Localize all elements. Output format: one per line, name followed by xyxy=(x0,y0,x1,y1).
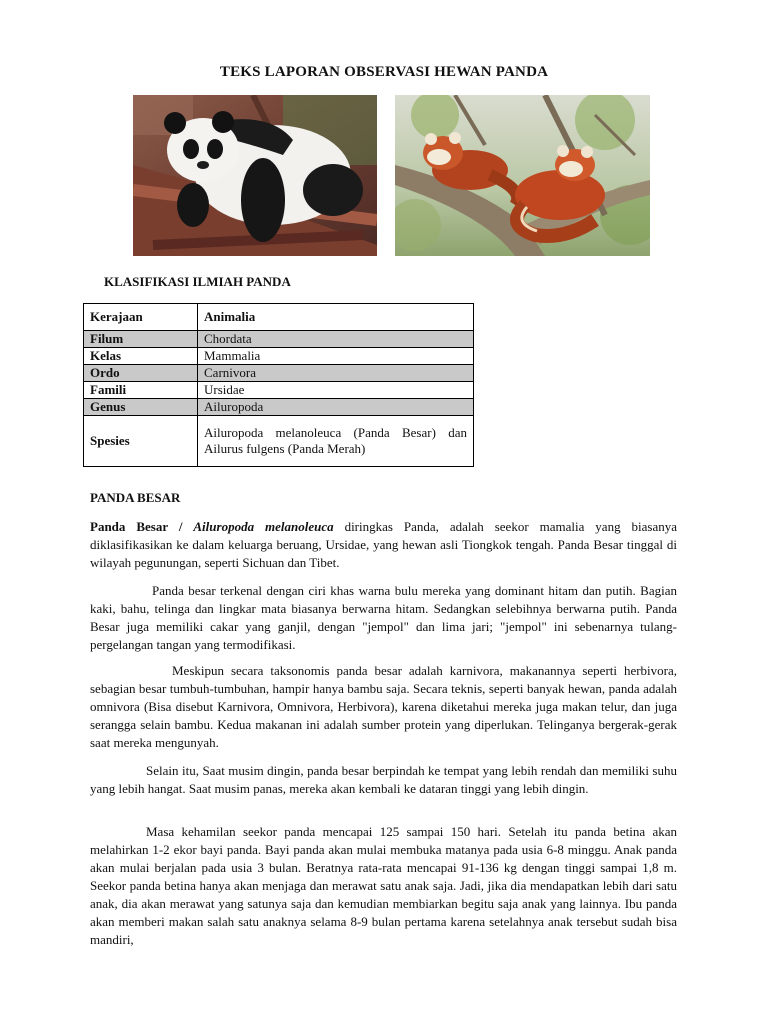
table-cell-key: Filum xyxy=(84,331,198,348)
paragraph-migration: Selain itu, Saat musim dingin, panda besar berpindah ke tempat yang lebih rendah dan memiliki suhu yang lebih hangat. Saat musim panas, mereka akan kembali ke dataran tinggi yang lebih dingin. xyxy=(90,763,677,796)
paragraph-diet: Meskipun secara taksonomis panda besar adalah karnivora, makanannya seperti herbivora, sebagian besar tumbuh-tumbuhan, hampir hanya bambu saja. Secara teknis, seperti banyak hewan, panda adalah omnivora (Bisa disebut Karnivora, Omnivora, Herbivora), karena diketahui mereka juga makan telur, dan juga serangga selain bambu. Kedua makanan ini adalah sumber protein yang diperlukan. Telinganya bergerak-gerak saat mereka mengunyah. xyxy=(90,663,677,750)
panda-besar-name: Panda Besar / xyxy=(90,519,194,534)
table-row xyxy=(84,416,474,467)
table-row xyxy=(84,304,474,331)
table-row xyxy=(84,399,474,416)
panda-besar-heading: PANDA BESAR xyxy=(90,490,181,505)
table-row xyxy=(84,382,474,399)
table-cell-key: Genus xyxy=(84,399,198,416)
table-cell-value: Mammalia xyxy=(198,348,474,365)
table-cell-value: Chordata xyxy=(198,331,474,348)
red-panda-illustration xyxy=(395,95,650,256)
table-cell-value: Ailuropoda melanoleuca (Panda Besar) dan Ailurus fulgens (Panda Merah) xyxy=(198,416,474,467)
giant-panda-illustration xyxy=(133,95,377,256)
paragraph-intro xyxy=(90,518,677,572)
table-cell-key: Spesies xyxy=(84,416,198,467)
paragraph-reproduction: Masa kehamilan seekor panda mencapai 125 sampai 150 hari. Setelah itu panda betina akan melahirkan 1-2 ekor bayi panda. Bayi panda akan mulai membuka matanya pada usia 6-8 minggu. Anak panda akan mulai berjalan pada usia 3 bulan. Beratnya rata-rata mencapai 91-136 kg dengan tinggi sampai 1,8 m. Seekor panda betina hanya akan menjaga dan merawat satu anak saja. Jadi, jika dia mendapatkan lebih dari satu anak, dia akan merawat yang satunya saja dan kemudian membiarkan begitu saja anak yang lainnya. Ibu panda akan memberi makan salah satu anaknya selama 8-9 bulan pertama karena setelahnya anak tersebut sudah bisa mandiri, xyxy=(90,824,677,947)
table-cell-key: Kelas xyxy=(84,348,198,365)
paragraph-intro-text: diringkas Panda, adalah seekor mamalia yang biasanya diklasifikasikan ke dalam keluarga beruang, Ursidae, yang hewan asli Tiongkok tengah. Panda Besar tinggal di wilayah pegunungan, seperti Sichuan dan Tibet. xyxy=(90,519,677,570)
red-panda-photo xyxy=(395,95,650,256)
table-cell-key: Famili xyxy=(84,382,198,399)
classification-heading: KLASIFIKASI ILMIAH PANDA xyxy=(104,274,291,289)
table-row xyxy=(84,331,474,348)
table-cell-key: Ordo xyxy=(84,365,198,382)
table-row xyxy=(84,348,474,365)
paragraph-appearance: Panda besar terkenal dengan ciri khas warna bulu mereka yang dominant hitam dan putih. Bagian kaki, bahu, telinga dan lingkar mata biasanya berwarna hitam. Sedangkan selebihnya berwarna putih. Panda Besar juga memiliki cakar yang ganjil, dengan "jempol" dan lima jari; "jempol" ini sebenarnya tulang-pergelangan tangan yang termodifikasi. xyxy=(90,583,677,652)
latin-name: Ailuropoda melanoleuca xyxy=(193,519,334,534)
table-cell-key: Kerajaan xyxy=(84,304,198,331)
document-title: TEKS LAPORAN OBSERVASI HEWAN PANDA xyxy=(219,64,549,80)
table-cell-value: Ursidae xyxy=(198,382,474,399)
table-cell-value: Carnivora xyxy=(198,365,474,382)
giant-panda-photo xyxy=(133,95,377,256)
table-cell-value: Animalia xyxy=(198,304,474,331)
table-cell-value: Ailuropoda xyxy=(198,399,474,416)
table-row xyxy=(84,365,474,382)
classification-table xyxy=(83,303,474,467)
